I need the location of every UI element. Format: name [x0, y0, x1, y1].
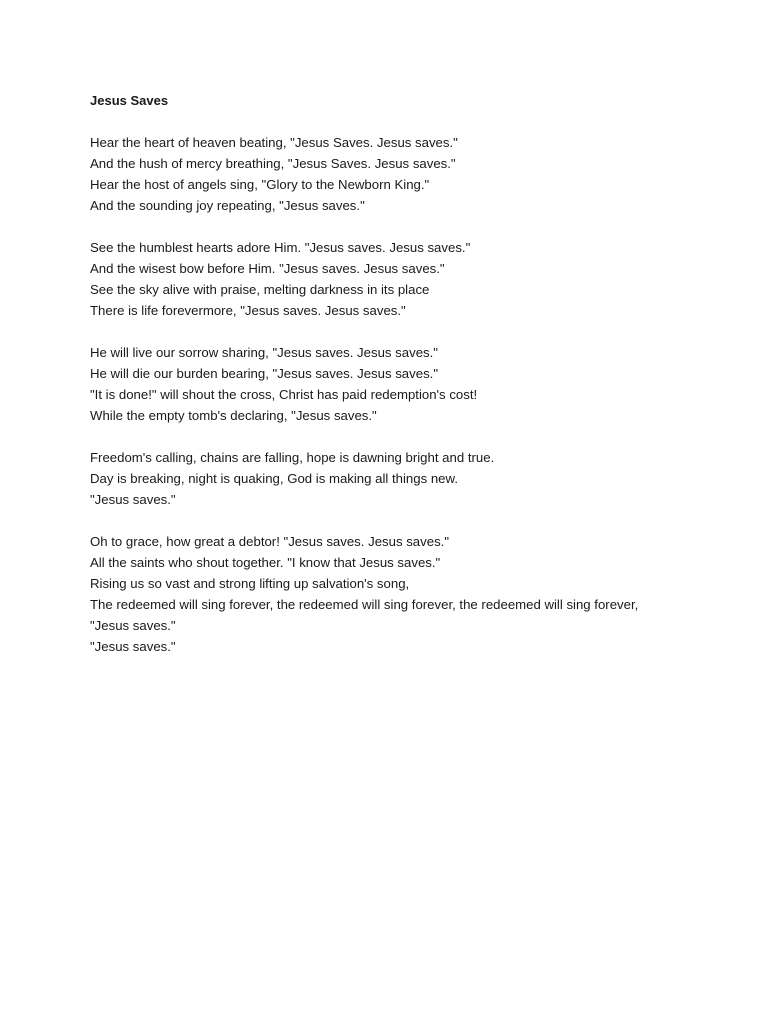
lyric-line: "Jesus saves." [90, 492, 176, 507]
lyric-line: There is life forevermore, "Jesus saves. Jesus saves." [90, 303, 406, 318]
lyric-line: Rising us so vast and strong lifting up salvation's song, [90, 576, 410, 591]
stanza-5 [90, 531, 728, 657]
lyric-line: And the wisest bow before Him. "Jesus saves. Jesus saves." [90, 261, 445, 276]
lyric-line: "Jesus saves." [90, 618, 176, 633]
lyric-line: While the empty tomb's declaring, "Jesus saves." [90, 408, 377, 423]
stanza-4 [90, 447, 728, 510]
document-title: Jesus Saves [90, 93, 169, 108]
lyric-line: And the sounding joy repeating, "Jesus saves." [90, 198, 365, 213]
lyric-line: He will die our burden bearing, "Jesus saves. Jesus saves." [90, 366, 439, 381]
lyric-line: Freedom's calling, chains are falling, hope is dawning bright and true. [90, 450, 495, 465]
lyric-line: Day is breaking, night is quaking, God is making all things new. [90, 471, 458, 486]
stanza-3 [90, 342, 728, 426]
lyric-line: Hear the host of angels sing, "Glory to the Newborn King." [90, 177, 430, 192]
lyric-line: "It is done!" will shout the cross, Christ has paid redemption's cost! [90, 387, 478, 402]
lyric-line: And the hush of mercy breathing, "Jesus Saves. Jesus saves." [90, 156, 456, 171]
lyric-line: Oh to grace, how great a debtor! "Jesus saves. Jesus saves." [90, 534, 450, 549]
stanza-1 [90, 132, 728, 216]
lyric-line: "Jesus saves." [90, 639, 176, 654]
lyric-line: See the humblest hearts adore Him. "Jesus saves. Jesus saves." [90, 240, 471, 255]
lyric-line: He will live our sorrow sharing, "Jesus saves. Jesus saves." [90, 345, 438, 360]
stanza-2 [90, 237, 728, 321]
lyric-line: All the saints who shout together. "I know that Jesus saves." [90, 555, 441, 570]
lyric-line: Hear the heart of heaven beating, "Jesus Saves. Jesus saves." [90, 135, 458, 150]
lyric-line: The redeemed will sing forever, the redeemed will sing forever, the redeemed will sing forever, [90, 597, 639, 612]
lyric-line: See the sky alive with praise, melting darkness in its place [90, 282, 430, 297]
